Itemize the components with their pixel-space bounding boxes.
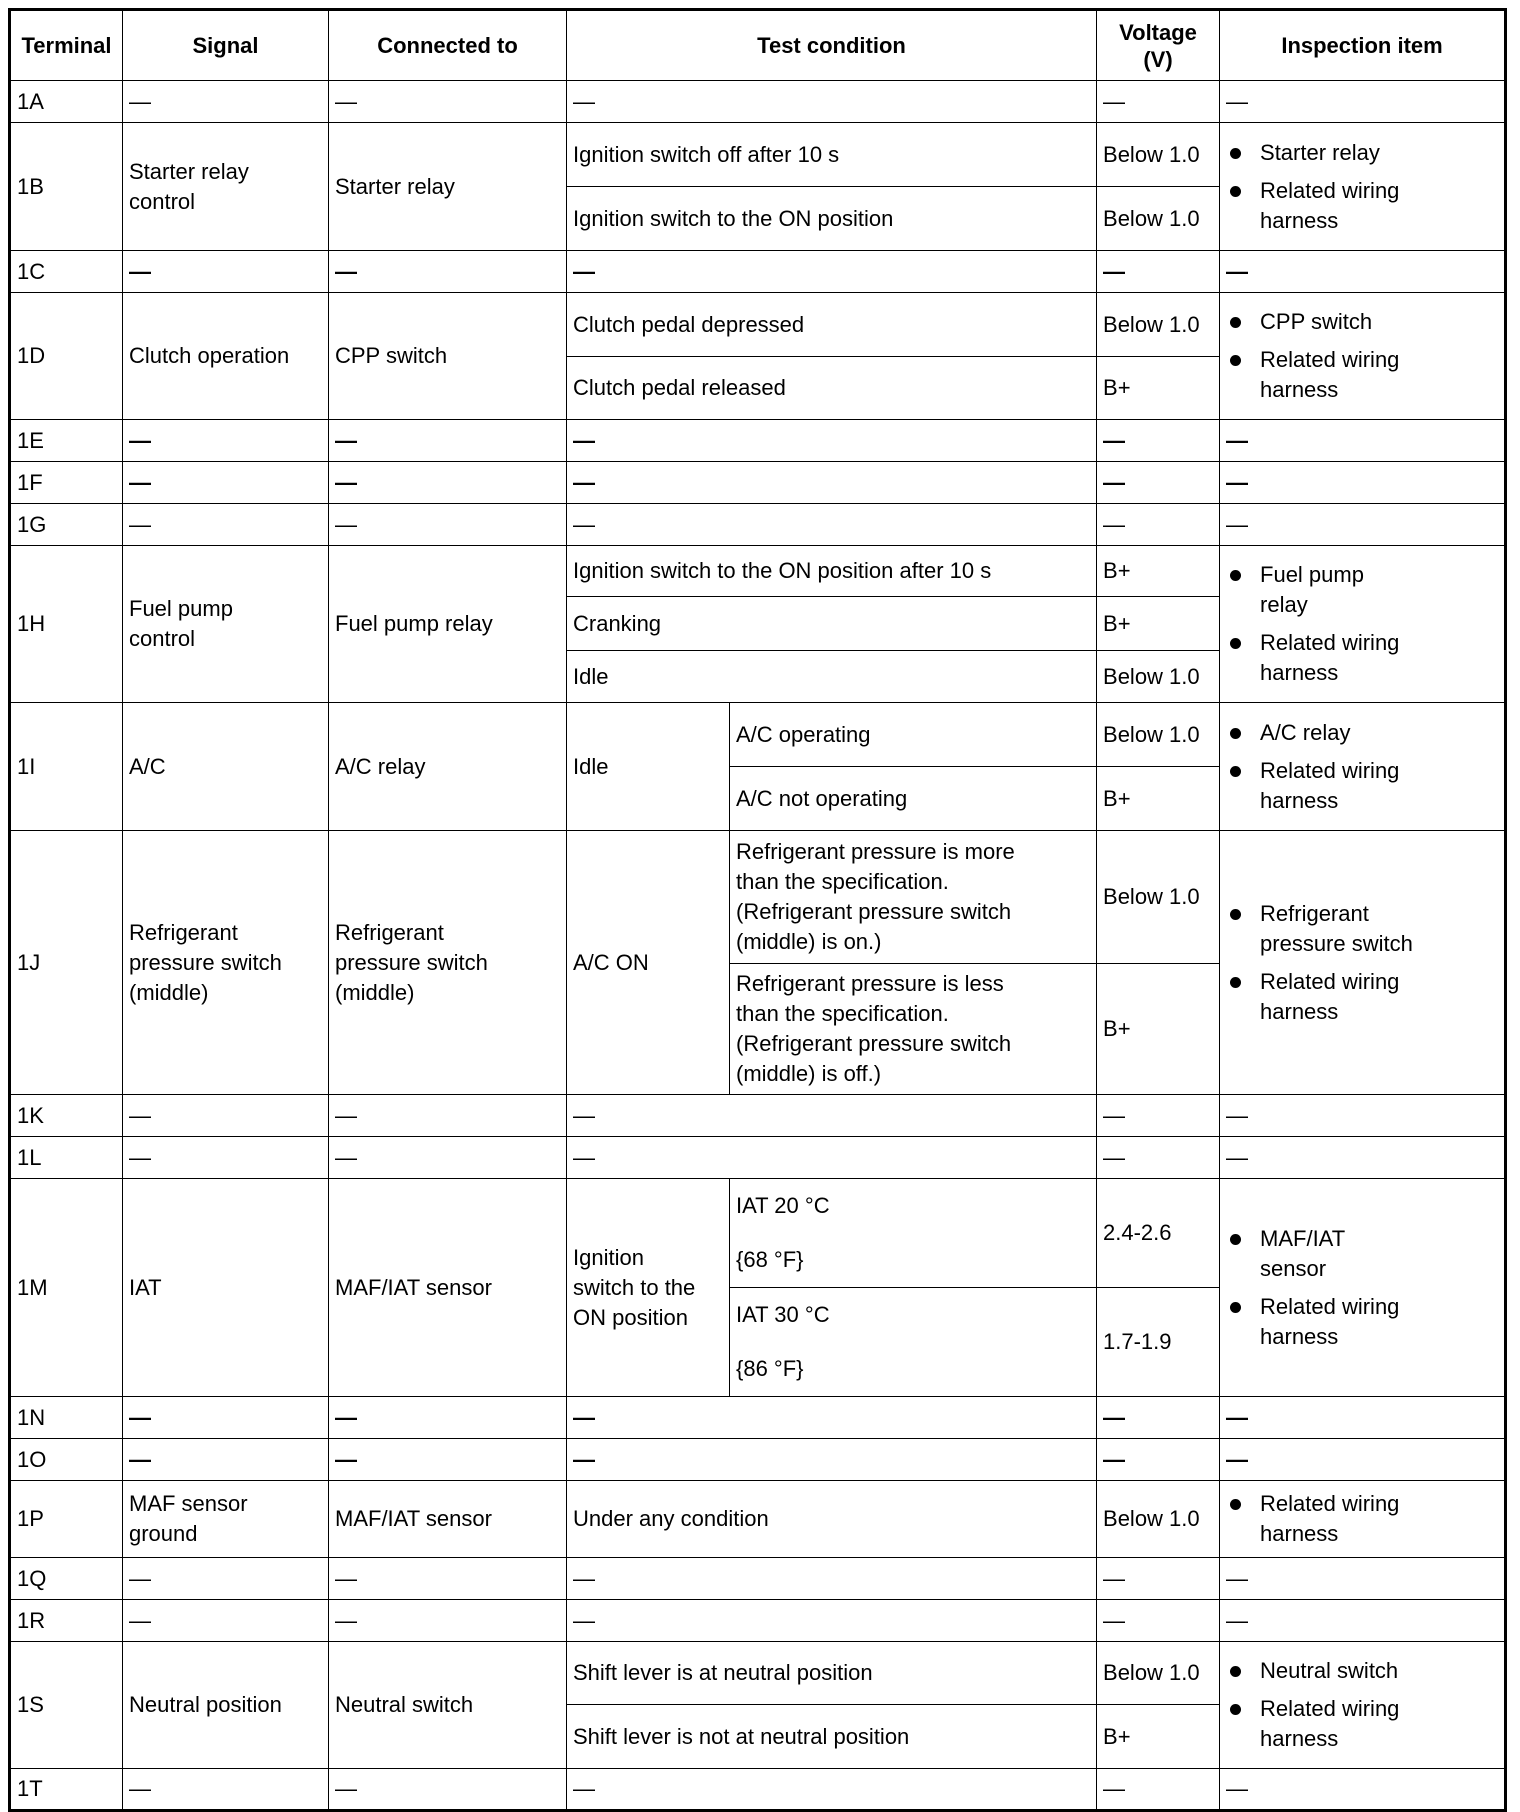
connected-to-cell: — — [329, 81, 567, 123]
voltage-cell: B+ — [1097, 546, 1220, 597]
test-condition-sub-cell: Refrigerant pressure is more than the specification. (Refrigerant pressure switch (middle) is on.) — [730, 831, 1097, 964]
test-condition-cell: — — [567, 1769, 1097, 1811]
voltage-cell: Below 1.0 — [1097, 651, 1220, 703]
table-row — [10, 1769, 1506, 1811]
inspection-item-text: Related wiring harness — [1260, 757, 1400, 813]
inspection-item — [1260, 756, 1498, 816]
header-terminal: Terminal — [10, 10, 123, 81]
test-condition-cell: — — [567, 1397, 1097, 1439]
inspection-item-text: Related wiring harness — [1260, 630, 1400, 685]
signal-cell: — — [123, 81, 329, 123]
table-row — [10, 81, 1506, 123]
voltage-cell: B+ — [1097, 597, 1220, 651]
inspection-item — [1260, 718, 1498, 748]
signal-cell: — — [123, 1095, 329, 1137]
voltage-cell: Below 1.0 — [1097, 703, 1220, 767]
inspection-item — [1260, 307, 1498, 337]
signal-cell: Clutch operation — [123, 293, 329, 420]
inspection-item-cell — [1220, 293, 1506, 420]
connected-to-cell: Starter relay — [329, 123, 567, 251]
header-voltage: Voltage (V) — [1097, 10, 1220, 81]
connected-to-cell: MAF/IAT sensor — [329, 1481, 567, 1558]
inspection-item-cell: — — [1220, 1558, 1506, 1600]
table-row — [10, 462, 1506, 504]
test-condition-cell: — — [567, 1095, 1097, 1137]
voltage-cell: — — [1097, 1769, 1220, 1811]
voltage-cell: — — [1097, 1558, 1220, 1600]
signal-cell: — — [123, 462, 329, 504]
table-row — [10, 1137, 1506, 1179]
table-row — [10, 1179, 1506, 1288]
connected-to-cell: — — [329, 1600, 567, 1642]
terminal-cell: 1J — [10, 831, 123, 1095]
signal-cell: A/C — [123, 703, 329, 831]
test-condition-sub-cell: A/C not operating — [730, 767, 1097, 831]
connected-to-cell: — — [329, 1439, 567, 1481]
inspection-item-cell: — — [1220, 1769, 1506, 1811]
table-body — [10, 81, 1506, 1811]
inspection-item-cell — [1220, 831, 1506, 1095]
table-row — [10, 1439, 1506, 1481]
test-condition-sub-cell: IAT 30 °C {86 °F} — [730, 1288, 1097, 1397]
terminal-cell: 1D — [10, 293, 123, 420]
table-row — [10, 831, 1506, 964]
bullet-icon — [1230, 977, 1241, 988]
inspection-item-cell — [1220, 1642, 1506, 1769]
voltage-cell: — — [1097, 1600, 1220, 1642]
voltage-cell: Below 1.0 — [1097, 831, 1220, 964]
inspection-item-text: CPP switch — [1260, 309, 1373, 334]
test-condition-sub-cell: IAT 20 °C {68 °F} — [730, 1179, 1097, 1288]
test-condition-cell: Idle — [567, 651, 1097, 703]
voltage-cell: Below 1.0 — [1097, 1481, 1220, 1558]
inspection-item-cell: — — [1220, 504, 1506, 546]
voltage-cell: 2.4-2.6 — [1097, 1179, 1220, 1288]
terminal-cell: 1S — [10, 1642, 123, 1769]
connected-to-cell: CPP switch — [329, 293, 567, 420]
inspection-item-cell: — — [1220, 462, 1506, 504]
test-condition-cell: — — [567, 1439, 1097, 1481]
terminal-cell: 1P — [10, 1481, 123, 1558]
bullet-icon — [1230, 355, 1241, 366]
table-row — [10, 1558, 1506, 1600]
table-row — [10, 1397, 1506, 1439]
connected-to-cell: — — [329, 251, 567, 293]
table-row — [10, 123, 1506, 187]
voltage-cell: Below 1.0 — [1097, 1642, 1220, 1705]
inspection-item-cell: — — [1220, 420, 1506, 462]
inspection-item-text: Related wiring harness — [1260, 177, 1400, 233]
test-condition-cell: Shift lever is at neutral position — [567, 1642, 1097, 1705]
signal-cell: — — [123, 1558, 329, 1600]
signal-cell: — — [123, 420, 329, 462]
inspection-item-cell: — — [1220, 251, 1506, 293]
test-condition-cell: — — [567, 420, 1097, 462]
inspection-item-cell: — — [1220, 1397, 1506, 1439]
test-condition-cell: Cranking — [567, 597, 1097, 651]
voltage-cell: Below 1.0 — [1097, 293, 1220, 357]
inspection-item-text: Related wiring harness — [1260, 347, 1400, 402]
connected-to-cell: — — [329, 1397, 567, 1439]
table-row — [10, 420, 1506, 462]
test-condition-main-cell: Idle — [567, 703, 730, 831]
inspection-item — [1260, 628, 1498, 688]
inspection-item-cell: — — [1220, 81, 1506, 123]
bullet-icon — [1230, 1234, 1241, 1245]
terminal-cell: 1N — [10, 1397, 123, 1439]
terminal-cell: 1O — [10, 1439, 123, 1481]
inspection-item — [1260, 967, 1498, 1027]
table-row — [10, 1642, 1506, 1705]
inspection-item — [1260, 899, 1498, 959]
signal-cell: — — [123, 1600, 329, 1642]
signal-cell: — — [123, 1397, 329, 1439]
bullet-icon — [1230, 638, 1241, 649]
voltage-cell: Below 1.0 — [1097, 123, 1220, 187]
bullet-icon — [1230, 909, 1241, 920]
test-condition-sub-cell: A/C operating — [730, 703, 1097, 767]
terminal-cell: 1T — [10, 1769, 123, 1811]
inspection-item — [1260, 1489, 1498, 1549]
test-condition-cell: Ignition switch to the ON position — [567, 187, 1097, 251]
test-condition-cell: Under any condition — [567, 1481, 1097, 1558]
inspection-item-text: Neutral switch — [1260, 1658, 1399, 1683]
terminal-cell: 1Q — [10, 1558, 123, 1600]
terminal-cell: 1I — [10, 703, 123, 831]
bullet-icon — [1230, 1499, 1241, 1510]
terminal-cell: 1B — [10, 123, 123, 251]
terminal-cell: 1M — [10, 1179, 123, 1397]
voltage-cell: — — [1097, 504, 1220, 546]
voltage-cell: B+ — [1097, 767, 1220, 831]
bullet-icon — [1230, 1666, 1241, 1677]
terminal-cell: 1K — [10, 1095, 123, 1137]
signal-cell: — — [123, 504, 329, 546]
test-condition-cell: — — [567, 462, 1097, 504]
signal-cell: — — [123, 1439, 329, 1481]
voltage-cell: — — [1097, 1095, 1220, 1137]
voltage-cell: 1.7-1.9 — [1097, 1288, 1220, 1397]
terminal-cell: 1H — [10, 546, 123, 703]
bullet-icon — [1230, 317, 1241, 328]
bullet-icon — [1230, 766, 1241, 777]
test-condition-cell: Clutch pedal depressed — [567, 293, 1097, 357]
inspection-item-text: Related wiring harness — [1260, 1696, 1400, 1751]
signal-cell: Starter relay control — [123, 123, 329, 251]
table-row — [10, 293, 1506, 357]
terminal-cell: 1A — [10, 81, 123, 123]
terminal-cell: 1C — [10, 251, 123, 293]
connected-to-cell: Neutral switch — [329, 1642, 567, 1769]
test-condition-sub-cell: Refrigerant pressure is less than the specification. (Refrigerant pressure switch (middle) is off.) — [730, 964, 1097, 1095]
inspection-item-text: Related wiring harness — [1260, 1293, 1400, 1349]
inspection-item-text: Fuel pump relay — [1260, 562, 1364, 617]
inspection-item-cell — [1220, 1179, 1506, 1397]
table-row — [10, 504, 1506, 546]
connected-to-cell: — — [329, 1095, 567, 1137]
signal-cell: — — [123, 1137, 329, 1179]
test-condition-cell: — — [567, 1137, 1097, 1179]
signal-cell: — — [123, 251, 329, 293]
voltage-cell: B+ — [1097, 964, 1220, 1095]
terminal-voltage-table — [8, 8, 1507, 1812]
voltage-cell: — — [1097, 81, 1220, 123]
table-row — [10, 546, 1506, 597]
test-condition-main-cell: A/C ON — [567, 831, 730, 1095]
inspection-item-text: Starter relay — [1260, 139, 1380, 165]
voltage-cell: B+ — [1097, 357, 1220, 420]
test-condition-cell: — — [567, 1600, 1097, 1642]
inspection-item — [1260, 1224, 1498, 1284]
terminal-cell: 1L — [10, 1137, 123, 1179]
bullet-icon — [1230, 186, 1241, 197]
connected-to-cell: — — [329, 420, 567, 462]
connected-to-cell: Refrigerant pressure switch (middle) — [329, 831, 567, 1095]
voltage-cell: — — [1097, 1397, 1220, 1439]
connected-to-cell: — — [329, 1558, 567, 1600]
connected-to-cell: MAF/IAT sensor — [329, 1179, 567, 1397]
test-condition-cell: — — [567, 251, 1097, 293]
test-condition-cell: Ignition switch to the ON position after 10 s — [567, 546, 1097, 597]
bullet-icon — [1230, 1704, 1241, 1715]
test-condition-main-cell: Ignition switch to the ON position — [567, 1179, 730, 1397]
terminal-cell: 1R — [10, 1600, 123, 1642]
signal-cell: IAT — [123, 1179, 329, 1397]
test-condition-cell: Shift lever is not at neutral position — [567, 1705, 1097, 1769]
voltage-cell: — — [1097, 1137, 1220, 1179]
table-row — [10, 251, 1506, 293]
voltage-cell: — — [1097, 1439, 1220, 1481]
table-row — [10, 1481, 1506, 1558]
connected-to-cell: — — [329, 462, 567, 504]
test-condition-cell: — — [567, 504, 1097, 546]
test-condition-cell: — — [567, 81, 1097, 123]
terminal-cell: 1F — [10, 462, 123, 504]
test-condition-cell: — — [567, 1558, 1097, 1600]
signal-cell: MAF sensor ground — [123, 1481, 329, 1558]
inspection-item — [1260, 1694, 1498, 1754]
inspection-item — [1260, 1292, 1498, 1352]
table-row — [10, 703, 1506, 767]
table-row — [10, 1095, 1506, 1137]
signal-cell: Neutral position — [123, 1642, 329, 1769]
inspection-item-cell — [1220, 1481, 1506, 1558]
signal-cell: Refrigerant pressure switch (middle) — [123, 831, 329, 1095]
header-connected-to: Connected to — [329, 10, 567, 81]
inspection-item-cell — [1220, 546, 1506, 703]
header-test-condition: Test condition — [567, 10, 1097, 81]
inspection-item-text: MAF/IAT sensor — [1260, 1225, 1346, 1281]
inspection-item-cell: — — [1220, 1137, 1506, 1179]
inspection-item-text: A/C relay — [1260, 719, 1351, 745]
inspection-item — [1260, 1656, 1498, 1686]
header-inspection-item: Inspection item — [1220, 10, 1506, 81]
inspection-item-text: Related wiring harness — [1260, 968, 1400, 1024]
header-signal: Signal — [123, 10, 329, 81]
voltage-cell: — — [1097, 462, 1220, 504]
connected-to-cell: — — [329, 1769, 567, 1811]
bullet-icon — [1230, 570, 1241, 581]
signal-cell: Fuel pump control — [123, 546, 329, 703]
inspection-item-cell: — — [1220, 1095, 1506, 1137]
inspection-item — [1260, 345, 1498, 405]
inspection-item — [1260, 560, 1498, 620]
connected-to-cell: — — [329, 1137, 567, 1179]
inspection-item — [1260, 176, 1498, 236]
inspection-item-cell: — — [1220, 1600, 1506, 1642]
voltage-cell: Below 1.0 — [1097, 187, 1220, 251]
bullet-icon — [1230, 728, 1241, 739]
terminal-cell: 1G — [10, 504, 123, 546]
connected-to-cell: A/C relay — [329, 703, 567, 831]
voltage-cell: B+ — [1097, 1705, 1220, 1769]
signal-cell: — — [123, 1769, 329, 1811]
connected-to-cell: — — [329, 504, 567, 546]
test-condition-cell: Ignition switch off after 10 s — [567, 123, 1097, 187]
bullet-icon — [1230, 148, 1241, 159]
bullet-icon — [1230, 1302, 1241, 1313]
inspection-item — [1260, 138, 1498, 168]
connected-to-cell: Fuel pump relay — [329, 546, 567, 703]
inspection-item-cell — [1220, 123, 1506, 251]
inspection-item-cell: — — [1220, 1439, 1506, 1481]
header-row — [10, 10, 1506, 81]
inspection-item-text: Related wiring harness — [1260, 1491, 1400, 1546]
voltage-cell: — — [1097, 420, 1220, 462]
inspection-item-cell — [1220, 703, 1506, 831]
table-row — [10, 1600, 1506, 1642]
voltage-cell: — — [1097, 251, 1220, 293]
inspection-item-text: Refrigerant pressure switch — [1260, 900, 1413, 956]
terminal-cell: 1E — [10, 420, 123, 462]
test-condition-cell: Clutch pedal released — [567, 357, 1097, 420]
